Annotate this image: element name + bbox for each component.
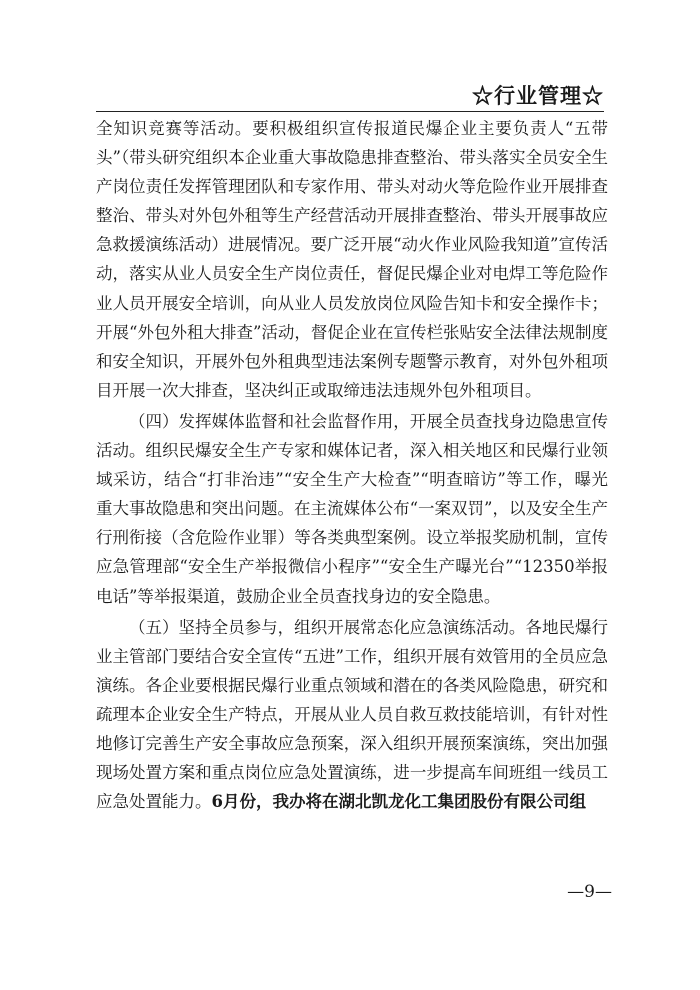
paragraph-section-five-bold-text: 6月份，我办将在湖北凯龙化工集团股份有限公司组: [211, 792, 586, 812]
paragraph-section-five: [96, 613, 608, 817]
paragraph-section-five-text: （五）坚持全员参与，组织开展常态化应急演练活动。各地民爆行业主管部门要结合安全宣传“五进”工作，组织开展有效管用的全员应急演练。各企业要根据民爆行业重点领域和潜在的各类风险隐患，研究和疏理本企业安全生产特点，开展从业人员自救互救技能培训，有针对性地修订完善生产安全事故应急预案，深入组织开展预案演练，突出加强现场处置方案和重点岗位应急处置演练，进一步提高车间班组一线员工应急处置能力。: [96, 617, 608, 812]
section-header-title: ☆行业管理☆: [472, 83, 604, 108]
page-number: —9—: [567, 882, 612, 902]
header-divider-line: [96, 111, 604, 112]
document-body: [96, 114, 608, 818]
paragraph-section-four: （四）发挥媒体监督和社会监督作用，开展全员查找身边隐患宣传活动。组织民爆安全生产专家和媒体记者，深入相关地区和民爆行业领域采访，结合“打非治违”“安全生产大检查”“明查暗访”等工作，曝光重大事故隐患和突出问题。在主流媒体公布“一案双罚”，以及安全生产行刑衔接（含危险作业罪）等各类典型案例。设立举报奖励机制，宣传应急管理部“安全生产举报微信小程序”“安全生产曝光台”“12350举报电话”等举报渠道，鼓励企业全员查找身边的安全隐患。: [96, 411, 608, 606]
paragraph-continued: 全知识竞赛等活动。要积极组织宣传报道民爆企业主要负责人“五带头”（带头研究组织本企业重大事故隐患排查整治、带头落实全员安全生产岗位责任发挥管理团队和专家作用、带头对动火等危险作业开展排查整治、带头对外包外租等生产经营活动开展排查整治、带头开展事故应急救援演练活动）进展情况。要广泛开展“动火作业风险我知道”宣传活动，落实从业人员安全生产岗位责任，督促民爆企业对电焊工等危险作业人员开展安全培训，向从业人员发放岗位风险告知卡和安全操作卡；开展“外包外租大排查”活动，督促企业在宣传栏张贴安全法律法规制度和安全知识，开展外包外租典型违法案例专题警示教育，对外包外租项目开展一次大排查，坚决纠正或取缔违法违规外包外租项目。: [96, 119, 608, 400]
